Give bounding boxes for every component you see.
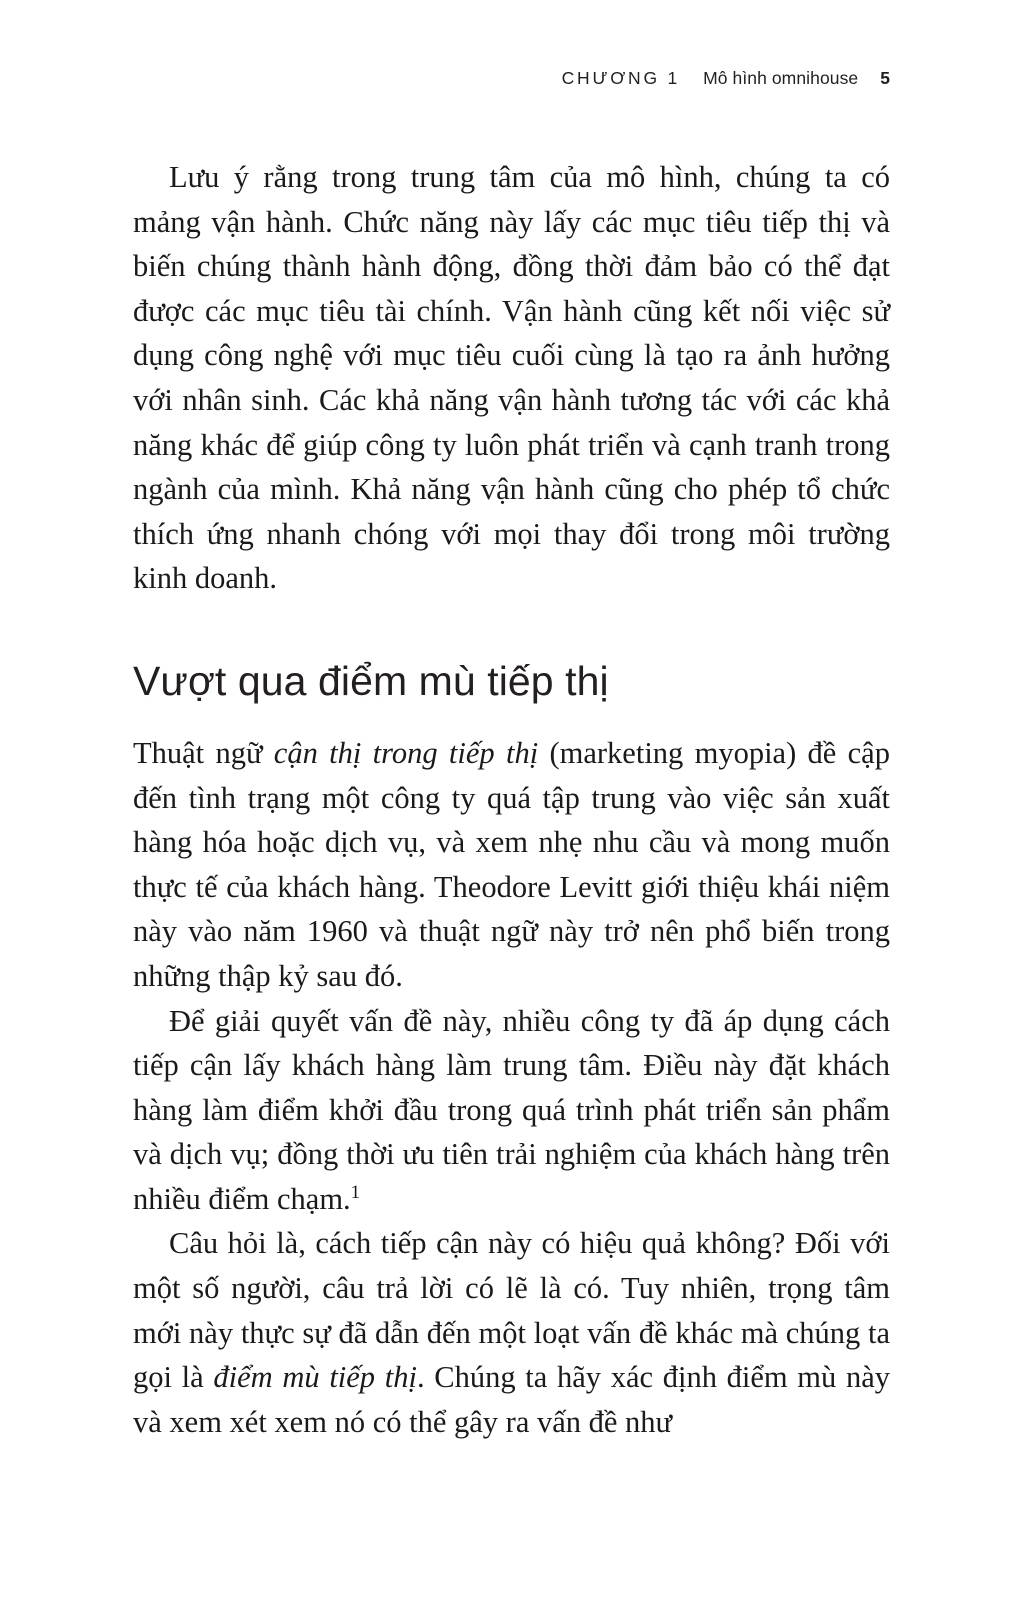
running-head-chapter-title: Mô hình omnihouse bbox=[703, 68, 859, 88]
paragraph-marketing-blind-spot bbox=[133, 1221, 890, 1444]
paragraph-3-text: Để giải quyết vấn đề này, nhiều công ty đã áp dụng cách tiếp cận lấy khách hàng làm trung tâm. Điều này đặt khách hàng làm điểm khởi đầu trong quá trình phát triển sản phẩm và dịch vụ; đồng thời ưu tiên trải nghiệm của khách hàng trên nhiều điểm chạm. bbox=[133, 1003, 890, 1216]
footnote-reference-1: 1 bbox=[350, 1181, 361, 1203]
paragraph-marketing-myopia bbox=[133, 731, 890, 999]
section-heading: Vượt qua điểm mù tiếp thị bbox=[133, 657, 609, 704]
page-number: 5 bbox=[880, 68, 890, 88]
paragraph-customer-centric bbox=[133, 999, 890, 1222]
section-heading-block bbox=[133, 657, 890, 705]
text-column bbox=[133, 155, 890, 1444]
running-head-chapter-label: CHƯƠNG 1 bbox=[561, 68, 681, 88]
paragraph-2-part-1: Thuật ngữ bbox=[133, 735, 274, 770]
running-head bbox=[133, 68, 890, 89]
paragraph-operations: Lưu ý rằng trong trung tâm của mô hình, chúng ta có mảng vận hành. Chức năng này lấy các mục tiêu tiếp thị và biến chúng thành hành động, đồng thời đảm bảo có thể đạt được các mục tiêu tài chính. Vận hành cũng kết nối việc sử dụng công nghệ với mục tiêu cuối cùng là tạo ra ảnh hưởng với nhân sinh. Các khả năng vận hành tương tác với các khả năng khác để giúp công ty luôn phát triển và cạnh tranh trong ngành của mình. Khả năng vận hành cũng cho phép tổ chức thích ứng nhanh chóng với mọi thay đổi trong môi trường kinh doanh. bbox=[133, 160, 890, 596]
paragraph-2-part-2: (marketing myopia) đề cập đến tình trạng một công ty quá tập trung vào việc sản xuất hàng hóa hoặc dịch vụ, và xem nhẹ nhu cầu và mong muốn thực tế của khách hàng. Theodore Levitt giới thiệu khái niệm này vào năm 1960 và thuật ngữ này trở nên phổ biến trong những thập kỷ sau đó. bbox=[133, 735, 890, 993]
term-can-thi-trong-tiep-thi: cận thị trong tiếp thị bbox=[273, 735, 539, 770]
term-diem-mu-tiep-thi: điểm mù tiếp thị bbox=[213, 1360, 417, 1395]
paragraph-4-part-1: Câu hỏi là, cách tiếp cận này có hiệu quả không? Đối với một số người, câu trả lời có lẽ là có. Tuy nhiên, trọng tâm mới này thực sự đã dẫn đến một loạt vấn đề khác mà chúng ta gọi là bbox=[133, 1226, 890, 1395]
paragraph-4-part-2: . Chúng ta hãy xác định điểm mù này và xem xét xem nó có thể gây ra vấn đề như bbox=[133, 1360, 890, 1439]
